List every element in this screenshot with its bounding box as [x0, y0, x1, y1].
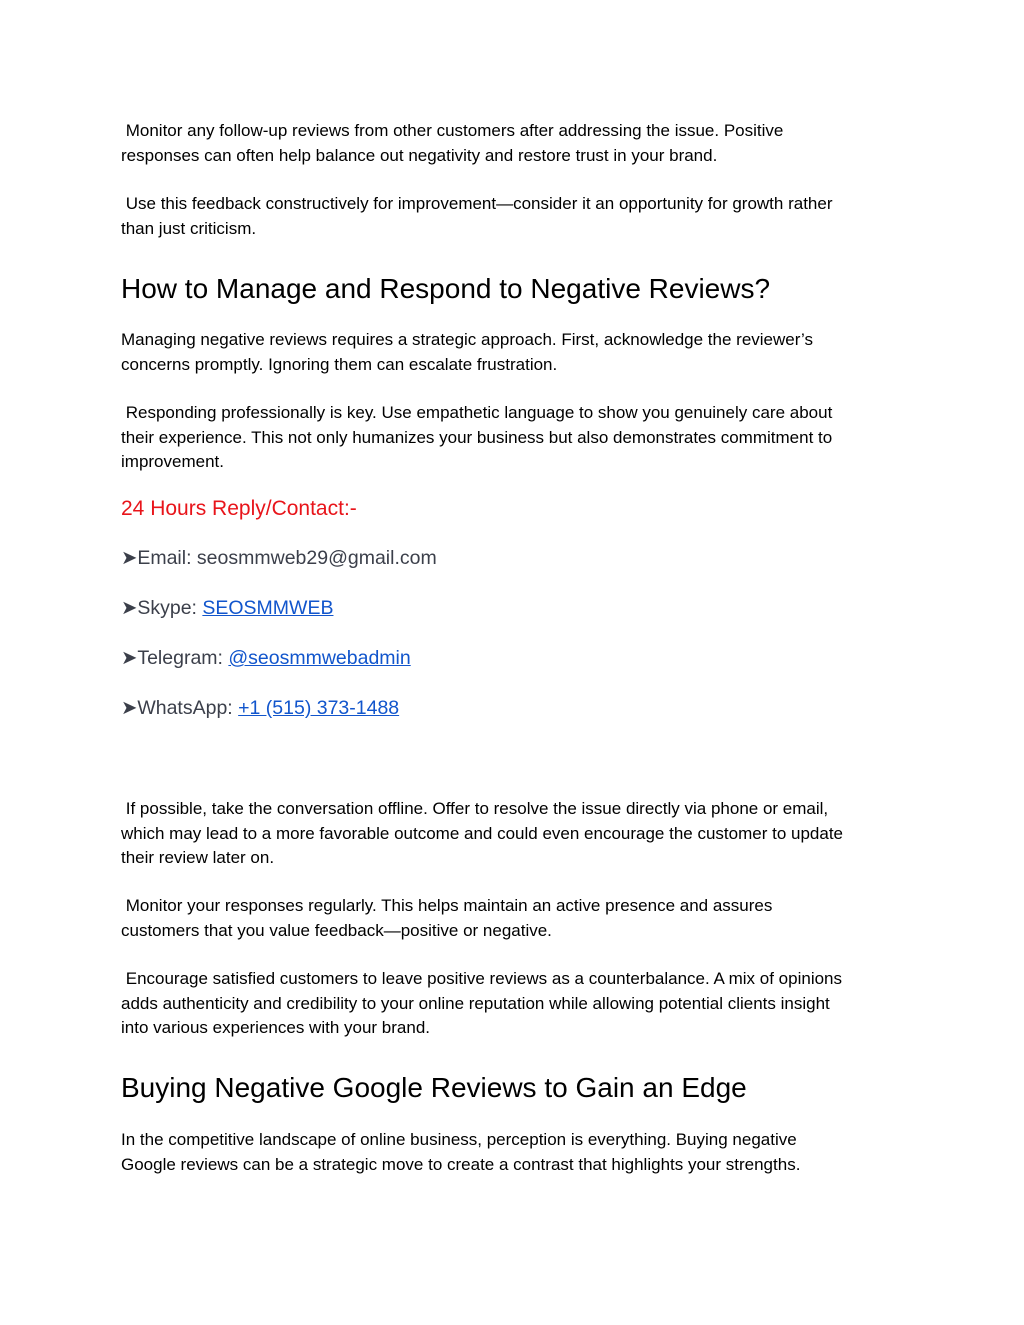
paragraph-follow-up-reviews: Monitor any follow-up reviews from other customers after addressing the issue. Positive responses can often help balance out negativity and restore trust in your brand.	[121, 121, 784, 165]
contact-telegram-label: ➤Telegram:	[121, 647, 229, 669]
heading-manage-respond: How to Manage and Respond to Negative Reviews?	[121, 273, 771, 304]
contact-whatsapp	[121, 695, 399, 721]
contact-whatsapp-label: ➤WhatsApp:	[121, 697, 239, 719]
paragraph-take-offline: If possible, take the conversation offline. Offer to resolve the issue directly via phone or email, which may lead to a more favorable outcome and could even encourage the customer to update their review later on.	[121, 799, 843, 867]
telegram-link[interactable]: @seosmmwebadmin	[228, 647, 411, 669]
contact-skype-label: ➤Skype:	[121, 597, 203, 619]
paragraph-encourage-satisfied: Encourage satisfied customers to leave positive reviews as a counterbalance. A mix of opinions adds authenticity and credibility to your online reputation while allowing potential clients insight into various experiences with your brand.	[121, 969, 843, 1037]
contact-title: 24 Hours Reply/Contact:-	[121, 497, 357, 520]
contact-skype	[121, 595, 333, 621]
paragraph-competitive-landscape: In the competitive landscape of online business, perception is everything. Buying negative Google reviews can be a strategic move to create a contrast that highlights your strengths.	[121, 1130, 801, 1174]
heading-buying-negative-reviews: Buying Negative Google Reviews to Gain an Edge	[121, 1072, 747, 1103]
paragraph-respond-professionally: Responding professionally is key. Use empathetic language to show you genuinely care about their experience. This not only humanizes your business but also demonstrates commitment to improvement.	[121, 403, 833, 471]
whatsapp-link[interactable]: +1 (515) 373-1488	[238, 697, 400, 719]
paragraph-strategic-approach: Managing negative reviews requires a strategic approach. First, acknowledge the reviewer’s concerns promptly. Ignoring them can escalate frustration.	[121, 330, 814, 374]
paragraph-monitor-responses: Monitor your responses regularly. This helps maintain an active presence and assures customers that you value feedback—positive or negative.	[121, 896, 773, 940]
skype-link[interactable]: SEOSMMWEB	[202, 597, 334, 619]
contact-email: ➤Email: seosmmweb29@gmail.com	[121, 547, 437, 569]
contact-telegram	[121, 645, 411, 671]
paragraph-constructive-feedback: Use this feedback constructively for improvement—consider it an opportunity for growth rather than just criticism.	[121, 194, 833, 238]
